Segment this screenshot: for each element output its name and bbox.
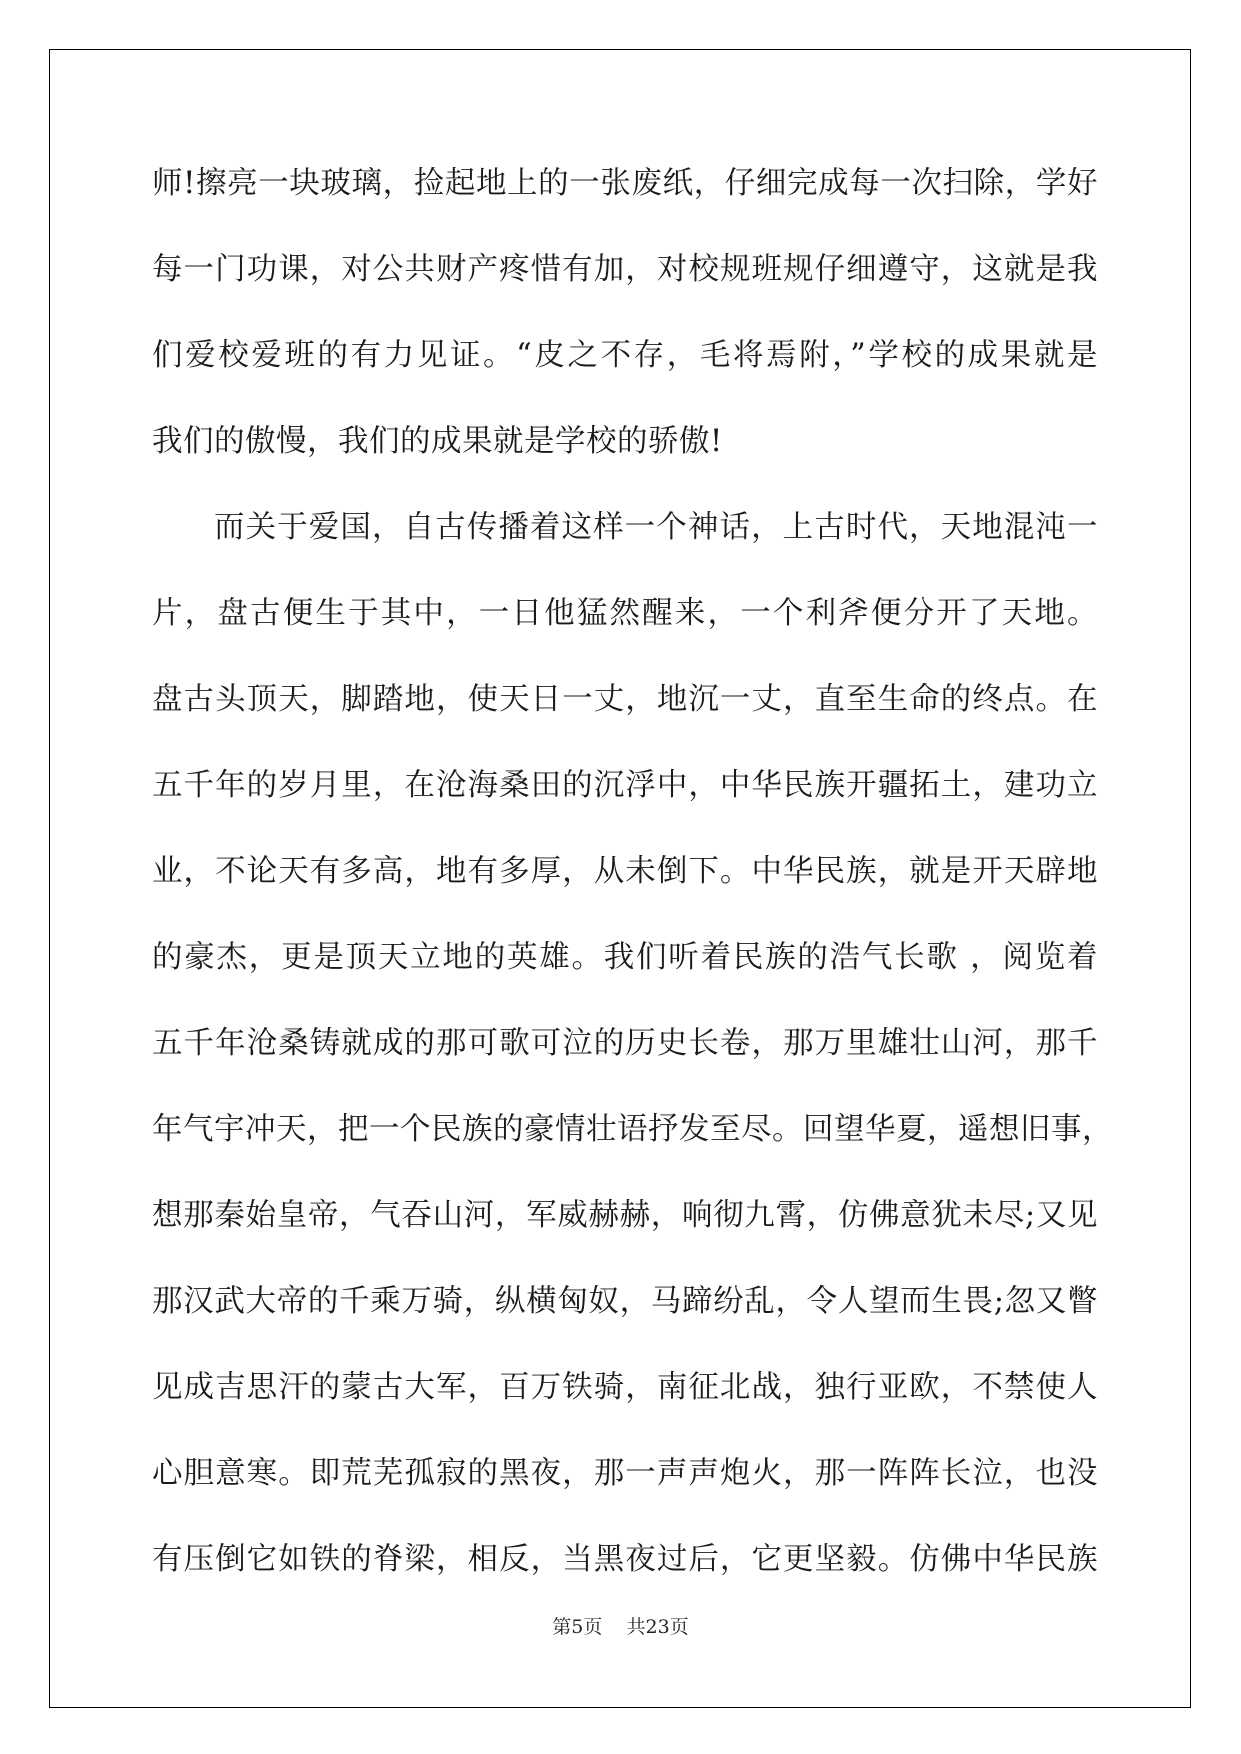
text-line: 业，不论天有多高，地有多厚，从未倒下。中华民族，就是开天辟地 [152, 854, 1098, 889]
text-line: 的豪杰，更是顶天立地的英雄。我们听着民族的浩气长歌 ，阅览着 [152, 940, 1098, 975]
text-line: 想那秦始皇帝，气吞山河，军威赫赫，响彻九霄，仿佛意犹未尽;又见 [152, 1198, 1098, 1233]
text-line: 盘古头顶天，脚踏地，使天日一丈，地沉一丈，直至生命的终点。在 [152, 682, 1098, 717]
text-line: 我们的傲慢，我们的成果就是学校的骄傲! [152, 424, 723, 459]
text-line: 片，盘古便生于其中，一日他猛然醒来，一个利斧便分开了天地。 [152, 596, 1098, 631]
text-line: 师!擦亮一块玻璃，捡起地上的一张废纸，仔细完成每一次扫除，学好 [152, 166, 1098, 201]
text-line: 心胆意寒。即荒芜孤寂的黑夜，那一声声炮火，那一阵阵长泣，也没 [152, 1456, 1098, 1491]
text-line: 那汉武大帝的千乘万骑，纵横匈奴，马蹄纷乱，令人望而生畏;忽又瞥 [152, 1284, 1098, 1319]
text-line: 年气宇冲天，把一个民族的豪情壮语抒发至尽。回望华夏，遥想旧事， [152, 1112, 1113, 1147]
text-line: 每一门功课，对公共财产疼惜有加，对校规班规仔细遵守，这就是我 [152, 252, 1098, 287]
text-line: 五千年的岁月里，在沧海桑田的沉浮中，中华民族开疆拓土，建功立 [152, 768, 1098, 803]
text-line: 见成吉思汗的蒙古大军，百万铁骑，南征北战，独行亚欧，不禁使人 [152, 1370, 1098, 1405]
text-line: 五千年沧桑铸就成的那可歌可泣的历史长卷，那万里雄壮山河，那千 [152, 1026, 1098, 1061]
text-line: 们爱校爱班的有力见证。“皮之不存，毛将焉附，”学校的成果就是 [152, 338, 1098, 373]
text-line: 而关于爱国，自古传播着这样一个神话，上古时代，天地混沌一 [214, 510, 1098, 545]
page-number-footer: 第5页 共23页 [552, 1616, 689, 1638]
text-line: 有压倒它如铁的脊梁，相反，当黑夜过后，它更坚毅。仿佛中华民族 [152, 1542, 1098, 1577]
document-body [152, 160, 1113, 1622]
